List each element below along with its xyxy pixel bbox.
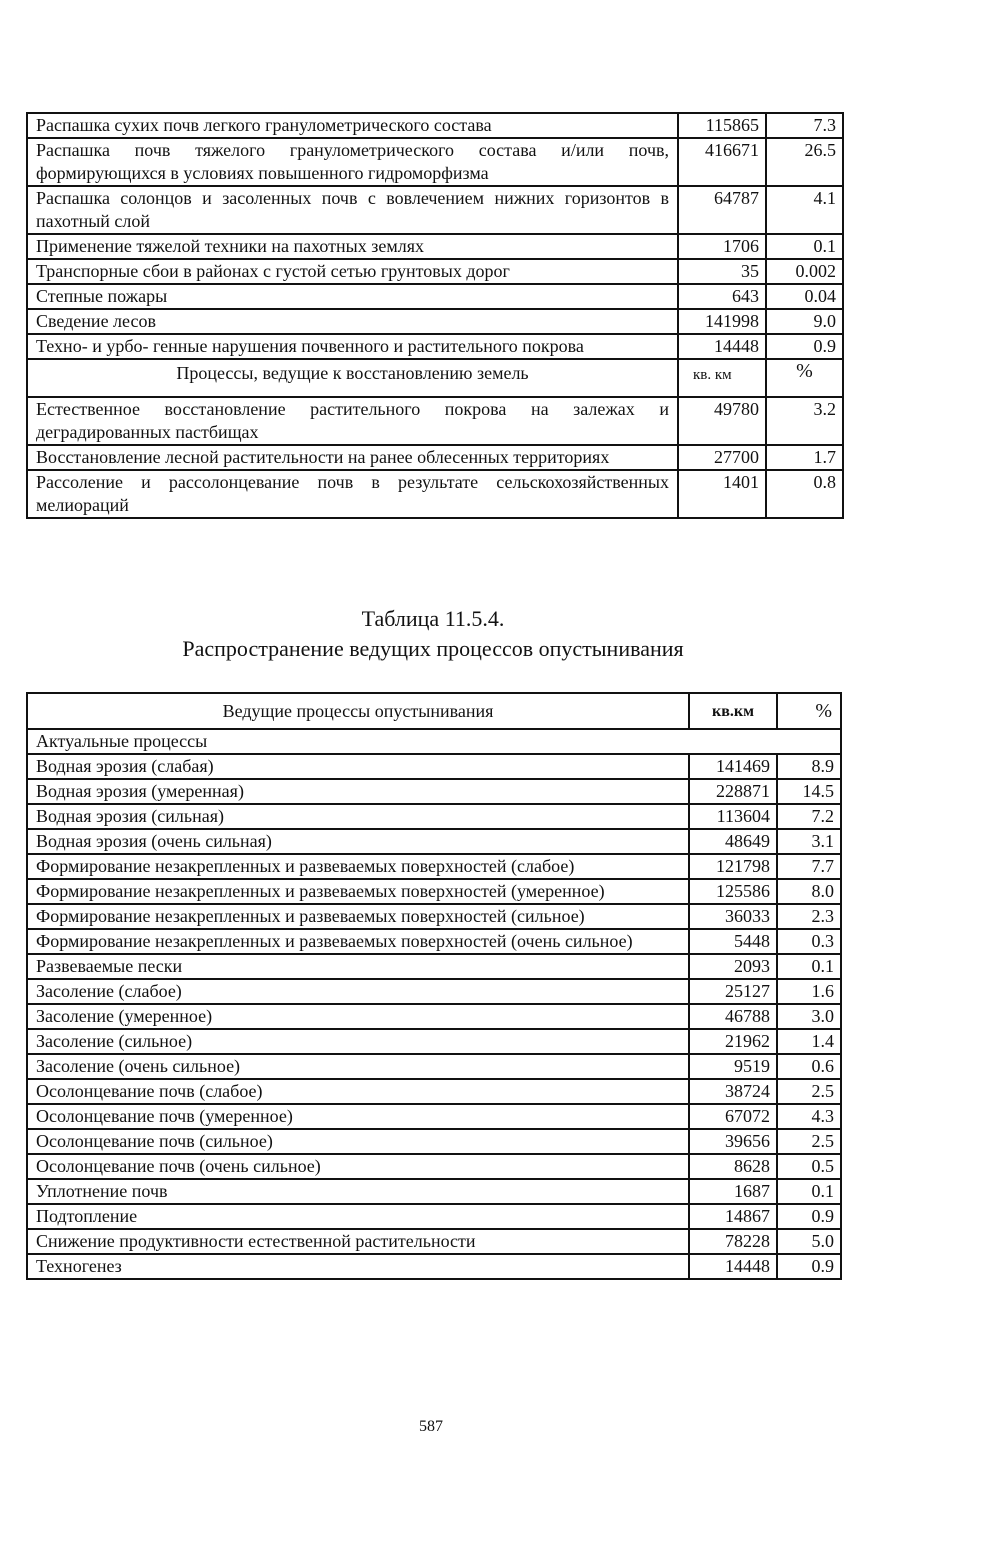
row-percent: 0.3	[777, 929, 841, 954]
table-row	[27, 470, 843, 518]
table-row	[27, 334, 843, 359]
row-percent: 1.6	[777, 979, 841, 1004]
row-percent: 0.9	[777, 1204, 841, 1229]
row-area: 14867	[689, 1204, 777, 1229]
row-area: 228871	[689, 779, 777, 804]
row-area: 125586	[689, 879, 777, 904]
row-percent: 1.4	[777, 1029, 841, 1054]
table-row	[27, 1029, 841, 1054]
row-area: 78228	[689, 1229, 777, 1254]
table-row	[27, 754, 841, 779]
row-percent: 2.5	[777, 1079, 841, 1104]
row-area: 14448	[678, 334, 766, 359]
row-area: 49780	[678, 397, 766, 445]
row-percent: 7.7	[777, 854, 841, 879]
column-header-unit: кв.км	[689, 693, 777, 729]
row-label: Водная эрозия (очень сильная)	[27, 829, 689, 854]
table-row	[27, 904, 841, 929]
row-label: Водная эрозия (умеренная)	[27, 779, 689, 804]
row-label: Водная эрозия (слабая)	[27, 754, 689, 779]
row-area: 5448	[689, 929, 777, 954]
row-label: Осолонцевание почв (слабое)	[27, 1079, 689, 1104]
row-label: Засоление (умеренное)	[27, 1004, 689, 1029]
row-label: Уплотнение почв	[27, 1179, 689, 1204]
row-label: Снижение продуктивности естественной растительности	[27, 1229, 689, 1254]
table-row	[27, 397, 843, 445]
row-label: Формирование незакрепленных и развеваемых поверхностей (слабое)	[27, 854, 689, 879]
row-area: 8628	[689, 1154, 777, 1179]
table-row	[27, 1254, 841, 1279]
table-row	[27, 259, 843, 284]
table-row	[27, 138, 843, 186]
row-label: Формирование незакрепленных и развеваемых поверхностей (сильное)	[27, 904, 689, 929]
column-header-process: Ведущие процессы опустынивания	[27, 693, 689, 729]
row-label: Развеваемые пески	[27, 954, 689, 979]
table-row	[27, 804, 841, 829]
row-percent: 9.0	[766, 309, 843, 334]
table-row	[27, 829, 841, 854]
row-percent: 0.002	[766, 259, 843, 284]
table-row	[27, 186, 843, 234]
row-percent: 8.0	[777, 879, 841, 904]
row-label: Осолонцевание почв (очень сильное)	[27, 1154, 689, 1179]
row-label: Распашка солонцов и засоленных почв с вовлечением нижних горизонтов в пахотный слой	[27, 186, 678, 234]
page-number: 587	[419, 1418, 443, 1435]
table-caption	[0, 604, 866, 664]
section-header-percent: %	[766, 359, 843, 397]
table-row	[27, 979, 841, 1004]
row-area: 25127	[689, 979, 777, 1004]
row-percent: 1.7	[766, 445, 843, 470]
row-percent: 0.04	[766, 284, 843, 309]
row-percent: 0.8	[766, 470, 843, 518]
table-row	[27, 113, 843, 138]
table-row	[27, 1004, 841, 1029]
row-percent: 3.2	[766, 397, 843, 445]
row-label: Засоление (очень сильное)	[27, 1054, 689, 1079]
row-label: Применение тяжелой техники на пахотных землях	[27, 234, 678, 259]
row-label: Осолонцевание почв (сильное)	[27, 1129, 689, 1154]
table-group-row	[27, 729, 841, 754]
row-percent: 0.9	[766, 334, 843, 359]
row-label: Техногенез	[27, 1254, 689, 1279]
row-area: 643	[678, 284, 766, 309]
row-percent: 8.9	[777, 754, 841, 779]
row-area: 48649	[689, 829, 777, 854]
table2-rows	[27, 754, 841, 1279]
row-label: Распашка сухих почв легкого гранулометрического состава	[27, 113, 678, 138]
row-percent: 2.3	[777, 904, 841, 929]
row-area: 35	[678, 259, 766, 284]
row-area: 416671	[678, 138, 766, 186]
row-percent: 0.1	[777, 954, 841, 979]
row-percent: 0.6	[777, 1054, 841, 1079]
section-header-label: Процессы, ведущие к восстановлению земель	[27, 359, 678, 397]
row-label: Распашка почв тяжелого гранулометрического состава и/или почв, формирующихся в условиях повышенного гидроморфизма	[27, 138, 678, 186]
table-row	[27, 1154, 841, 1179]
table1-section-restoration	[27, 359, 843, 397]
group-label: Актуальные процессы	[27, 729, 841, 754]
row-label: Степные пожары	[27, 284, 678, 309]
row-area: 113604	[689, 804, 777, 829]
row-area: 46788	[689, 1004, 777, 1029]
row-label: Засоление (сильное)	[27, 1029, 689, 1054]
table-desertification	[26, 692, 842, 1280]
row-area: 39656	[689, 1129, 777, 1154]
row-percent: 3.0	[777, 1004, 841, 1029]
table1-rows-restoration	[27, 397, 843, 518]
row-label: Техно- и урбо- генные нарушения почвенного и растительного покрова	[27, 334, 678, 359]
row-label: Водная эрозия (сильная)	[27, 804, 689, 829]
row-label: Формирование незакрепленных и развеваемых поверхностей (очень сильное)	[27, 929, 689, 954]
row-percent: 4.1	[766, 186, 843, 234]
row-area: 14448	[689, 1254, 777, 1279]
row-area: 36033	[689, 904, 777, 929]
row-area: 1687	[689, 1179, 777, 1204]
row-percent: 2.5	[777, 1129, 841, 1154]
row-percent: 7.2	[777, 804, 841, 829]
row-percent: 5.0	[777, 1229, 841, 1254]
row-label: Транспорные сбои в районах с густой сетью грунтовых дорог	[27, 259, 678, 284]
row-area: 121798	[689, 854, 777, 879]
table-header-row	[27, 693, 841, 729]
row-area: 1706	[678, 234, 766, 259]
section-header-unit: кв. км	[678, 359, 766, 397]
row-area: 21962	[689, 1029, 777, 1054]
table-row	[27, 234, 843, 259]
column-header-percent: %	[777, 693, 841, 729]
row-label: Рассоление и рассолонцевание почв в результате сельскохозяйственных мелиораций	[27, 470, 678, 518]
row-label: Восстановление лесной растительности на ранее облесенных территориях	[27, 445, 678, 470]
row-area: 141998	[678, 309, 766, 334]
table-row	[27, 1129, 841, 1154]
table-row	[27, 359, 843, 397]
table-title: Распространение ведущих процессов опустынивания	[182, 636, 684, 661]
row-percent: 26.5	[766, 138, 843, 186]
row-area: 141469	[689, 754, 777, 779]
row-percent: 4.3	[777, 1104, 841, 1129]
row-area: 27700	[678, 445, 766, 470]
row-area: 2093	[689, 954, 777, 979]
row-percent: 7.3	[766, 113, 843, 138]
table-row	[27, 284, 843, 309]
table-row	[27, 854, 841, 879]
row-area: 67072	[689, 1104, 777, 1129]
table-row	[27, 1179, 841, 1204]
row-area: 64787	[678, 186, 766, 234]
table-row	[27, 929, 841, 954]
table-land-processes	[26, 112, 844, 519]
row-area: 1401	[678, 470, 766, 518]
row-percent: 0.9	[777, 1254, 841, 1279]
table-number: Таблица 11.5.4.	[361, 606, 505, 631]
table-row	[27, 779, 841, 804]
table2-header	[27, 693, 841, 754]
table-row	[27, 1054, 841, 1079]
row-label: Подтопление	[27, 1204, 689, 1229]
row-label: Сведение лесов	[27, 309, 678, 334]
row-percent: 0.5	[777, 1154, 841, 1179]
row-percent: 0.1	[777, 1179, 841, 1204]
row-area: 38724	[689, 1079, 777, 1104]
table-row	[27, 879, 841, 904]
table-row	[27, 1079, 841, 1104]
table-row	[27, 1104, 841, 1129]
row-percent: 14.5	[777, 779, 841, 804]
table-row	[27, 954, 841, 979]
row-label: Осолонцевание почв (умеренное)	[27, 1104, 689, 1129]
row-area: 9519	[689, 1054, 777, 1079]
table-row	[27, 309, 843, 334]
row-label: Формирование незакрепленных и развеваемых поверхностей (умеренное)	[27, 879, 689, 904]
table-row	[27, 1229, 841, 1254]
row-area: 115865	[678, 113, 766, 138]
row-percent: 0.1	[766, 234, 843, 259]
row-label: Естественное восстановление растительного покрова на залежах и деградированных пастбищах	[27, 397, 678, 445]
row-label: Засоление (слабое)	[27, 979, 689, 1004]
row-percent: 3.1	[777, 829, 841, 854]
table1-rows-degradation	[27, 113, 843, 359]
table-row	[27, 1204, 841, 1229]
table-row	[27, 445, 843, 470]
